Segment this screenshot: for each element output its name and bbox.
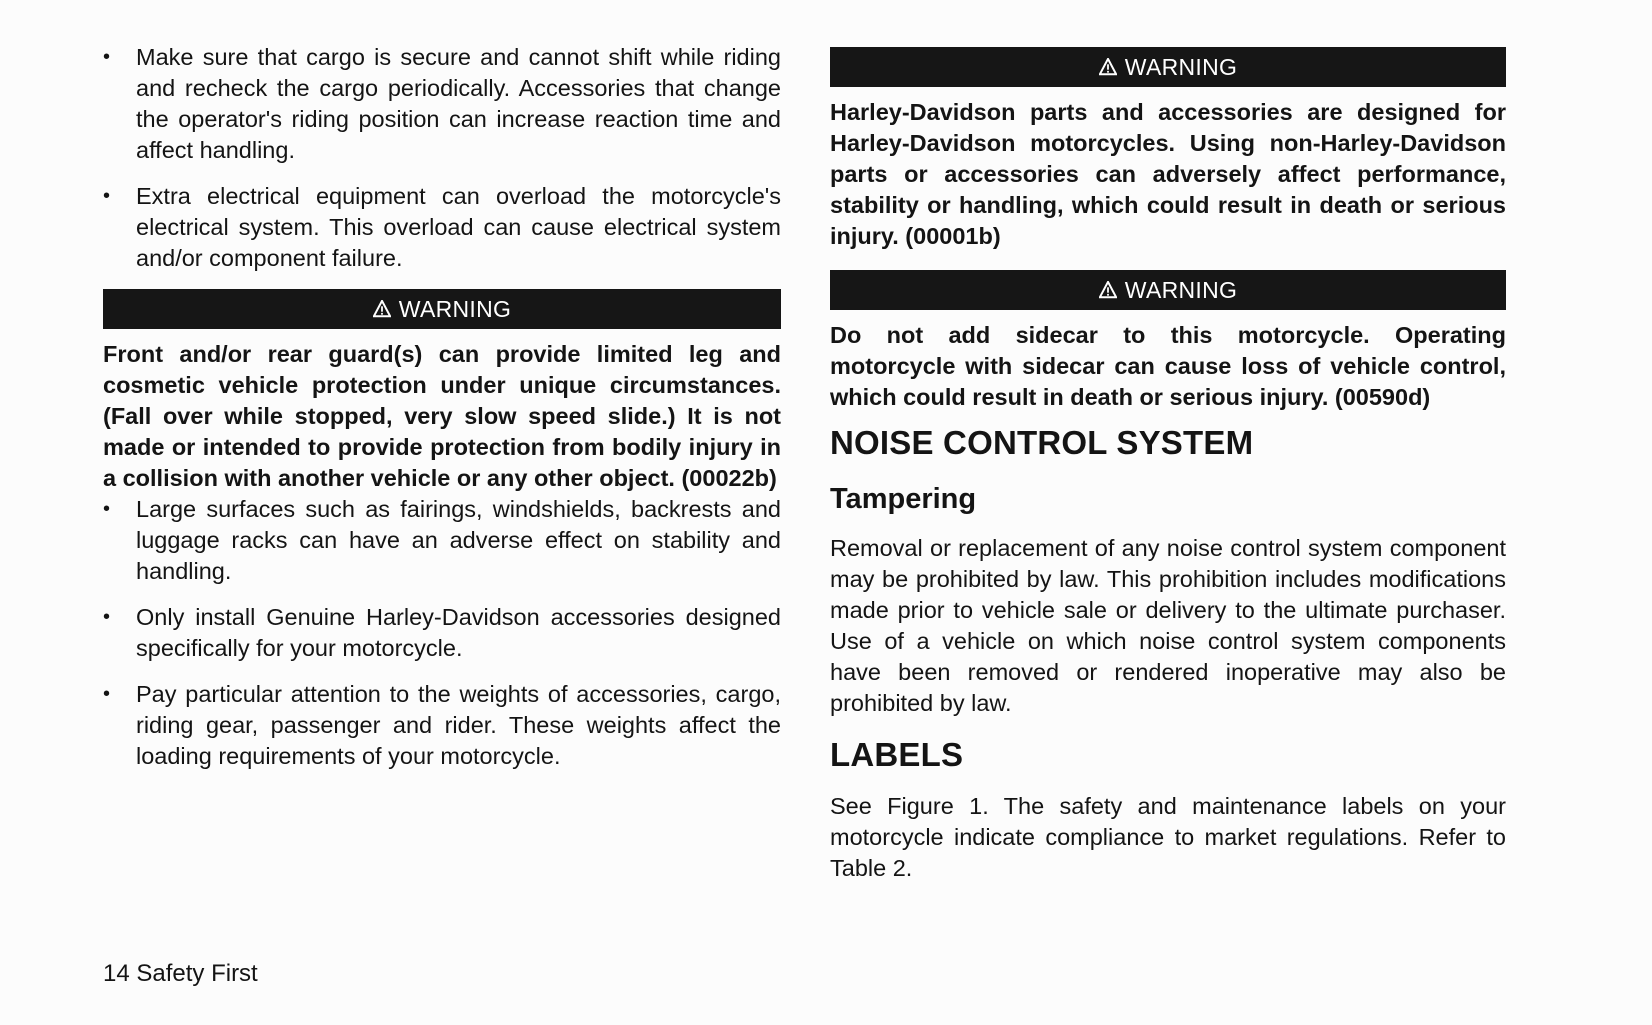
warning-triangle-icon <box>1099 58 1117 76</box>
bullet-list-top <box>103 42 781 274</box>
list-item-text: Large surfaces such as fairings, windshields, backrests and luggage racks can have an adverse effect on stability and handling. <box>136 496 781 584</box>
page-footer: 14 Safety First <box>103 960 258 987</box>
warning-bar <box>103 289 781 329</box>
warning-triangle-icon <box>1099 281 1117 299</box>
labels-heading: LABELS <box>830 736 964 773</box>
list-item-text: Pay particular attention to the weights of accessories, cargo, riding gear, passenger and rider. These weights affect the loading requirements of your motorcycle. <box>136 681 781 769</box>
list-item <box>103 679 781 772</box>
bullet-dot: • <box>103 498 111 520</box>
warning-text: Do not add sidecar to this motorcycle. Operating motorcycle with sidecar can cause loss of vehicle control, which could result in death or serious injury. (00590d) <box>830 322 1506 410</box>
warning-text: Harley-Davidson parts and accessories are designed for Harley-Davidson motorcycles. Using non-Harley-Davidson parts or accessories can adversely affect performance, stability or handling, which could result in death or serious injury. (00001b) <box>830 99 1506 249</box>
tampering-heading: Tampering <box>830 483 977 515</box>
left-column <box>103 42 781 787</box>
list-item <box>103 602 781 664</box>
warning-bar <box>830 270 1506 310</box>
list-item <box>103 494 781 587</box>
bullet-dot: • <box>103 606 111 628</box>
warning-block-sidecar <box>830 270 1506 413</box>
bullet-dot: • <box>103 46 111 68</box>
list-item <box>103 181 781 274</box>
bullet-list-bottom <box>103 494 781 772</box>
list-item-text: Only install Genuine Harley-Davidson accessories designed specifically for your motorcycle. <box>136 604 781 661</box>
warning-label: WARNING <box>398 295 512 322</box>
bullet-dot: • <box>103 185 111 207</box>
warning-block-parts <box>830 47 1506 252</box>
tampering-paragraph: Removal or replacement of any noise control system component may be prohibited by law. This prohibition includes modifications made prior to vehicle sale or delivery to the ultimate purchaser. Use of a vehicle on which noise control system components have been removed or rendered inoperative may also be prohibited by law. <box>830 535 1506 716</box>
warning-block-guards <box>103 289 781 494</box>
labels-paragraph: See Figure 1. The safety and maintenance labels on your motorcycle indicate compliance to market regulations. Refer to Table 2. <box>830 793 1506 881</box>
noise-control-heading: NOISE CONTROL SYSTEM <box>830 424 1254 461</box>
warning-label: WARNING <box>1124 276 1238 303</box>
list-item-text: Extra electrical equipment can overload the motorcycle's electrical system. This overload can cause electrical system and/or component failure. <box>136 183 781 271</box>
right-column <box>830 47 1506 884</box>
warning-text: Front and/or rear guard(s) can provide limited leg and cosmetic vehicle protection under unique circumstances. (Fall over while stopped, very slow speed slide.) It is not made or intended to provide protection from bodily injury in a collision with another vehicle or any other object. (00022b) <box>103 341 781 491</box>
warning-bar <box>830 47 1506 87</box>
warning-label: WARNING <box>1124 53 1238 80</box>
list-item-text: Make sure that cargo is secure and cannot shift while riding and recheck the cargo periodically. Accessories that change the operator's riding position can increase reaction time and affect handling. <box>136 44 781 163</box>
bullet-dot: • <box>103 683 111 705</box>
warning-triangle-icon <box>373 300 391 318</box>
list-item <box>103 42 781 166</box>
